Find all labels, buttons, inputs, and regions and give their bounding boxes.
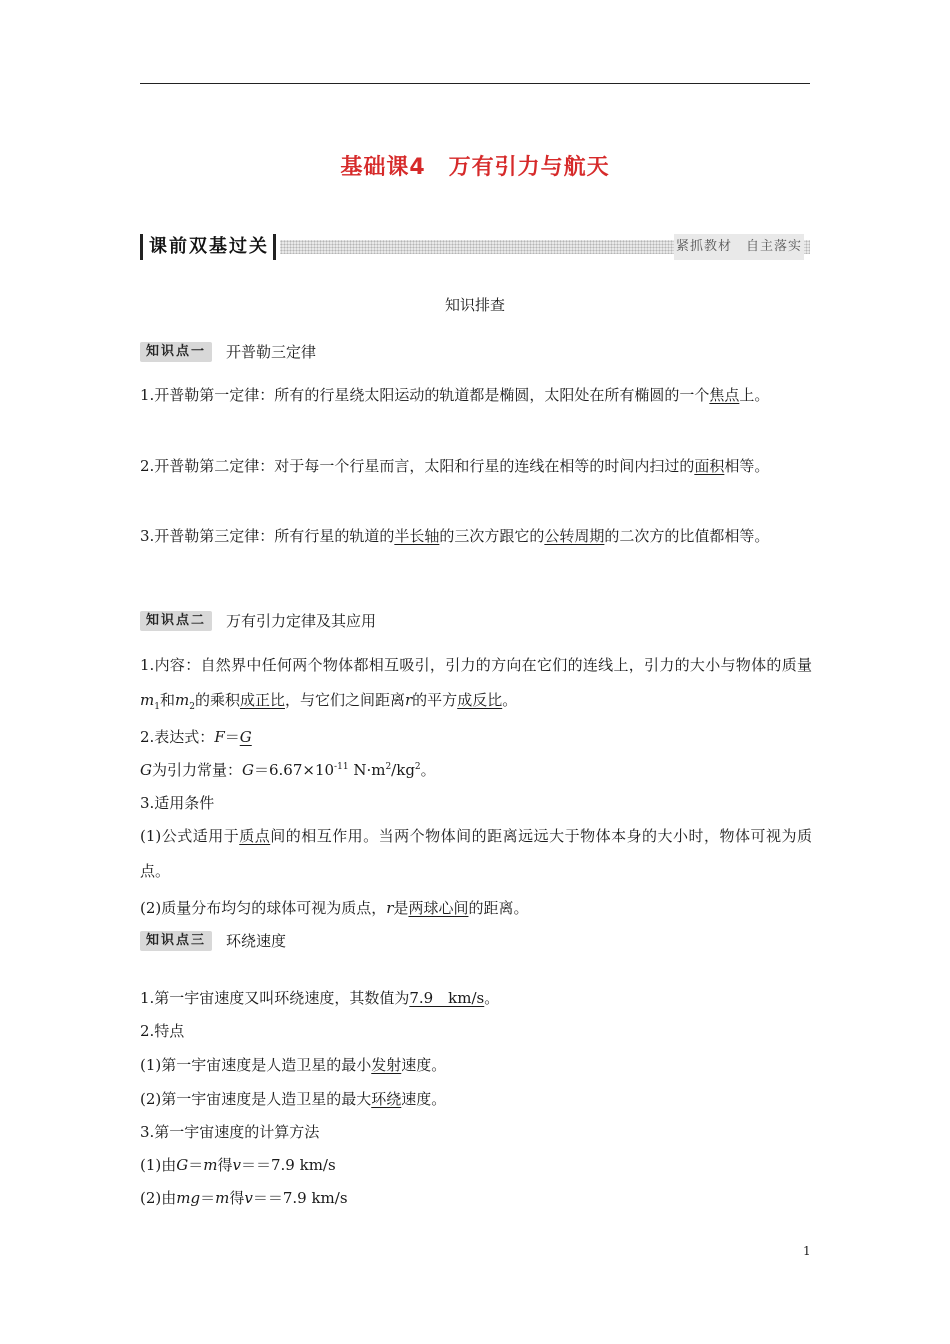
kp2-title: 万有引力定律及其应用 xyxy=(226,612,377,630)
header-rule xyxy=(140,83,810,84)
answer-blank: 质点 xyxy=(239,827,271,845)
kp1-title: 开普勒三定律 xyxy=(226,343,317,361)
kp2-paragraph-1: 1.内容：自然界中任何两个物体都相互吸引，引力的方向在它们的连线上，引力的大小与物体的质量$m_1$和$m_2$的乘积成正比，与它们之间距离r的平方成反比。 xyxy=(140,656,812,712)
kp3-feature-1: (1)第一宇宙速度是人造卫星的最小发射速度。 xyxy=(140,1056,447,1074)
answer-blank: 成反比 xyxy=(457,691,503,709)
kp2-condition-2: (2)质量分布均匀的球体可视为质点，r是两球心间的距离。 xyxy=(140,899,529,917)
kp2-tag: 知识点二 xyxy=(140,611,212,631)
kp3-title: 环绕速度 xyxy=(226,932,287,950)
page-title: 基础课4 万有引力与航天 xyxy=(340,155,610,180)
kp2-conditions-heading: 3.适用条件 xyxy=(140,794,215,812)
knowledge-point-1-heading xyxy=(140,341,316,363)
answer-blank: 两球心间 xyxy=(408,899,469,917)
kp2-condition-1: (1)公式适用于质点间的相互作用。当两个物体间的距离远远大于物体本身的大小时，物体可视为质点。 xyxy=(140,827,812,880)
knowledge-point-2-heading xyxy=(140,610,376,632)
answer-blank: 成正比 xyxy=(239,691,285,709)
kp3-method-heading: 3.第一宇宙速度的计算方法 xyxy=(140,1123,320,1141)
kp1-paragraph-1: 1.开普勒第一定律：所有的行星绕太阳运动的轨道都是椭圆，太阳处在所有椭圆的一个焦点上。 xyxy=(140,386,770,404)
answer-blank: G xyxy=(239,728,252,746)
knowledge-point-3-heading xyxy=(140,930,286,952)
subheading: 知识排查 xyxy=(444,296,505,314)
kp1-tag: 知识点一 xyxy=(140,342,212,362)
kp3-method-2: (2)由mg＝m得v＝＝7.9 km/s xyxy=(140,1189,348,1207)
answer-blank: 面积 xyxy=(694,457,725,475)
kp3-feature-2: (2)第一宇宙速度是人造卫星的最大环绕速度。 xyxy=(140,1090,447,1108)
kp2-formula: 2.表达式：F＝G xyxy=(140,728,252,746)
page-number: 1 xyxy=(803,1244,811,1258)
answer-blank: 7.9 km/s xyxy=(409,989,485,1007)
kp3-features-heading: 2.特点 xyxy=(140,1022,185,1040)
kp1-paragraph-3: 3.开普勒第三定律：所有行星的轨道的半长轴的三次方跟它的公转周期的二次方的比值都相等。 xyxy=(140,527,770,545)
answer-blank: 发射 xyxy=(371,1056,402,1074)
answer-blank: 半长轴 xyxy=(394,527,440,545)
kp2-constant: G为引力常量：$G=6.67\times 10^{-11}$ $N\cdot m^2/kg^2$。 xyxy=(140,761,436,779)
banner-label: 课前双基过关 xyxy=(140,234,276,260)
kp3-method-1: (1)由G＝m得v＝＝7.9 km/s xyxy=(140,1156,336,1174)
kp3-tag: 知识点三 xyxy=(140,931,212,951)
answer-blank: 环绕 xyxy=(371,1090,402,1108)
answer-blank: 焦点 xyxy=(709,386,740,404)
kp1-paragraph-2: 2.开普勒第二定律：对于每一个行星而言，太阳和行星的连线在相等的时间内扫过的面积相等。 xyxy=(140,457,770,475)
answer-blank: 公转周期 xyxy=(544,527,605,545)
banner-motto: 紧抓教材 自主落实 xyxy=(674,234,804,260)
kp3-paragraph-1: 1.第一宇宙速度又叫环绕速度，其数值为7.9 km/s。 xyxy=(140,989,500,1007)
section-banner xyxy=(140,234,810,260)
